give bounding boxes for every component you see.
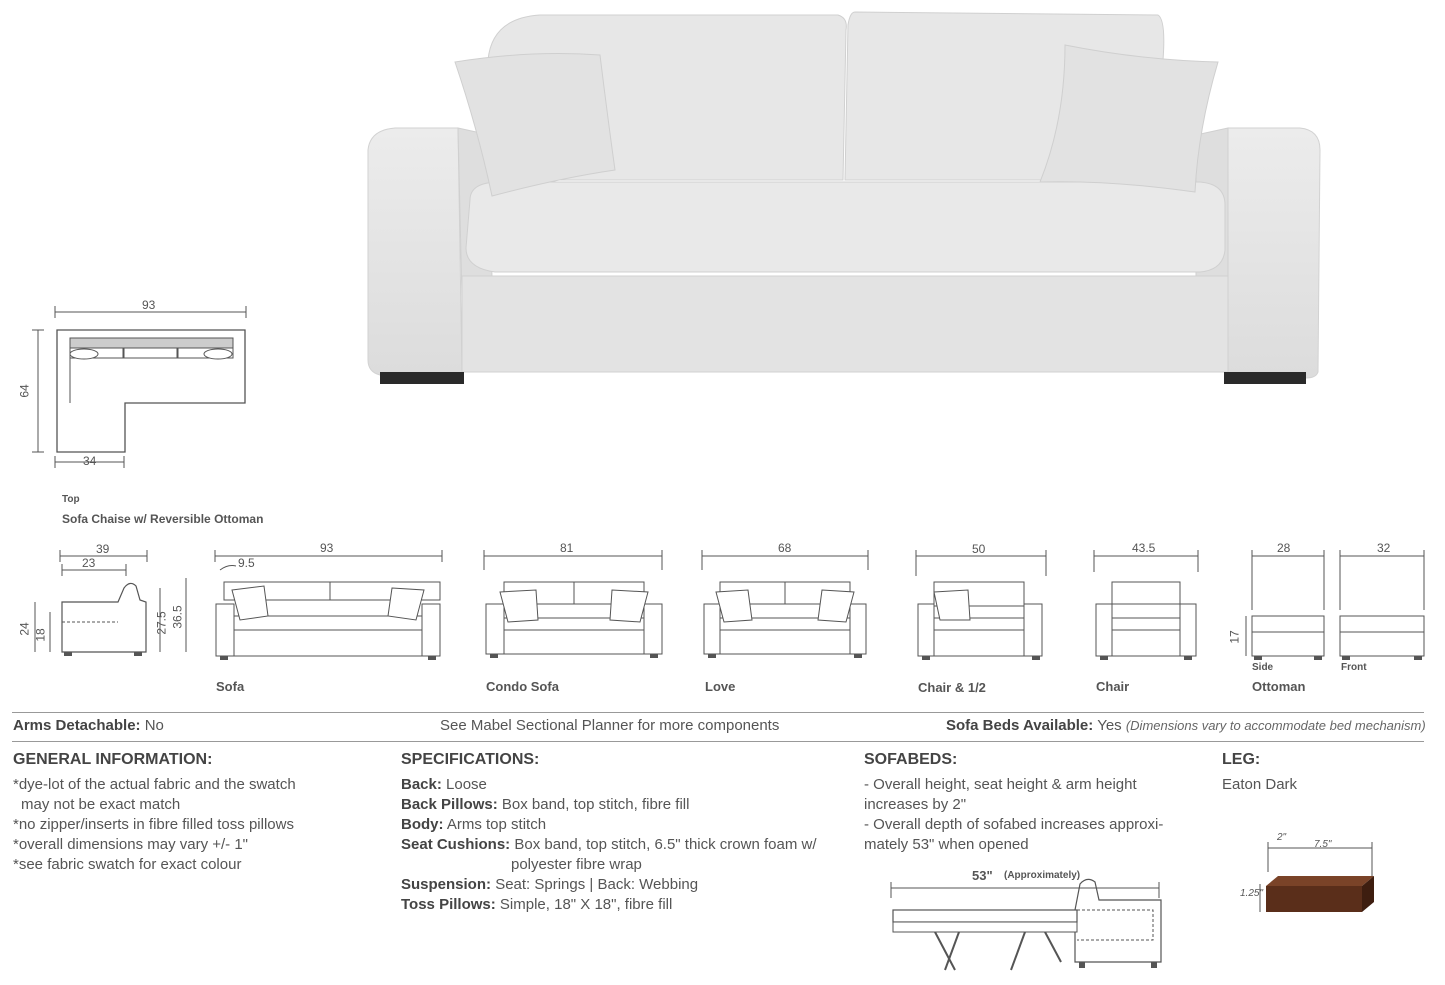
top-view-diagram: [0, 300, 300, 530]
general-line: *see fabric swatch for exact colour: [13, 856, 242, 873]
ottoman-side-label: Side: [1252, 662, 1274, 673]
beds-value: Yes: [1097, 717, 1122, 734]
sofabed-line: increases by 2": [864, 796, 967, 813]
spec-value: Loose: [446, 776, 487, 793]
spec-value: Arms top stitch: [446, 816, 547, 833]
leg-dim-length: 7.5": [1314, 839, 1332, 850]
model-chair-name: Chair: [1096, 679, 1130, 694]
leg-dim-height: 1.25": [1240, 888, 1264, 899]
top-depth-label: 64: [17, 384, 32, 398]
general-line: may not be exact match: [21, 796, 181, 813]
general-heading: GENERAL INFORMATION:: [13, 751, 213, 768]
sofabed-depth-note: (Approximately): [1004, 870, 1081, 881]
beds-key: Sofa Beds Available:: [946, 717, 1094, 734]
top-view-caption: Sofa Chaise w/ Reversible Ottoman: [62, 512, 264, 526]
leg-section: [1222, 750, 1422, 795]
ottoman-side-width: 28: [1277, 541, 1291, 555]
top-rule: [12, 712, 1424, 713]
spec-key: Seat Cushions:: [401, 836, 511, 853]
spec-key: Toss Pillows:: [401, 896, 496, 913]
spec-value: Box band, top stitch, fibre fill: [501, 796, 690, 813]
sofabed-line: - Overall depth of sofabed increases approxi-: [864, 816, 1164, 833]
top-chaise-label: 34: [83, 454, 97, 468]
model-love-width: 68: [778, 541, 792, 555]
general-line: *overall dimensions may vary +/- 1": [13, 836, 248, 853]
model-chair-half-name: Chair & 1/2: [918, 680, 986, 695]
spec-key: Suspension:: [401, 876, 492, 893]
sofabed-line: mately 53" when opened: [864, 836, 1029, 853]
spec-key: Body:: [401, 816, 444, 833]
leg-name: Eaton Dark: [1222, 776, 1298, 793]
leg-dim-top: 2": [1277, 832, 1287, 843]
leg-diagram: [1238, 832, 1378, 922]
spec-key: Back Pillows:: [401, 796, 498, 813]
spec-key: Back:: [401, 776, 442, 793]
top-width-label: 93: [142, 298, 156, 312]
general-line: *dye-lot of the actual fabric and the swatch: [13, 776, 296, 793]
sofabed-diagram: [885, 870, 1175, 980]
beds-note: (Dimensions vary to accommodate bed mechanism): [1125, 718, 1426, 733]
model-love-drawing: [698, 540, 878, 670]
ottoman-front-width: 32: [1377, 541, 1391, 555]
spec-value: Box band, top stitch, 6.5" thick crown foam w/: [514, 836, 817, 853]
general-line: *no zipper/inserts in fibre filled toss pillows: [13, 816, 294, 833]
side-arm-label: 24: [17, 622, 32, 636]
general-information: [13, 750, 383, 875]
ottoman-name: Ottoman: [1252, 679, 1306, 694]
model-sofa-width: 93: [320, 541, 334, 555]
ottoman-drawing: [1228, 540, 1428, 670]
model-love-name: Love: [705, 679, 736, 694]
leg-heading: LEG:: [1222, 751, 1261, 768]
spec-value: polyester fibre wrap: [511, 856, 642, 873]
specifications: [401, 750, 841, 915]
model-sofa-name: Sofa: [216, 679, 245, 694]
top-view-label: Top: [62, 494, 80, 505]
sofabeds-heading: SOFABEDS:: [864, 751, 958, 768]
model-chair-half-drawing: [912, 540, 1052, 670]
model-chair-width: 43.5: [1132, 541, 1156, 555]
sofabed-depth-label: 53": [972, 868, 993, 883]
side-seat-label: 18: [33, 628, 48, 642]
spec-value: Simple, 18" X 18", fibre fill: [499, 896, 673, 913]
side-seat-depth-label: 23: [82, 556, 96, 570]
side-depth-label: 39: [96, 542, 110, 556]
ottoman-height: 17: [1227, 630, 1242, 644]
side-height-label: 36.5: [170, 605, 185, 629]
sofabeds: [864, 750, 1194, 855]
bottom-rule: [12, 741, 1424, 742]
model-condo-sofa-name: Condo Sofa: [486, 679, 559, 694]
arms-detachable: [13, 717, 164, 734]
specs-heading: SPECIFICATIONS:: [401, 751, 540, 768]
sofa-beds-available: [946, 717, 1426, 734]
spec-value: Seat: Springs | Back: Webbing: [495, 876, 699, 893]
model-sofa-arm-label: 9.5: [238, 556, 255, 570]
model-condo-sofa-drawing: [480, 540, 680, 670]
arms-value: No: [144, 717, 164, 734]
sofabed-line: - Overall height, seat height & arm height: [864, 776, 1137, 793]
arms-key: Arms Detachable:: [13, 717, 141, 734]
side-back-label: 27.5: [154, 611, 169, 635]
model-chair-half-width: 50: [972, 542, 986, 556]
model-chair-drawing: [1090, 540, 1210, 670]
ottoman-front-label: Front: [1341, 662, 1367, 673]
model-condo-sofa-width: 81: [560, 541, 574, 555]
planner-note: See Mabel Sectional Planner for more components: [440, 717, 780, 734]
